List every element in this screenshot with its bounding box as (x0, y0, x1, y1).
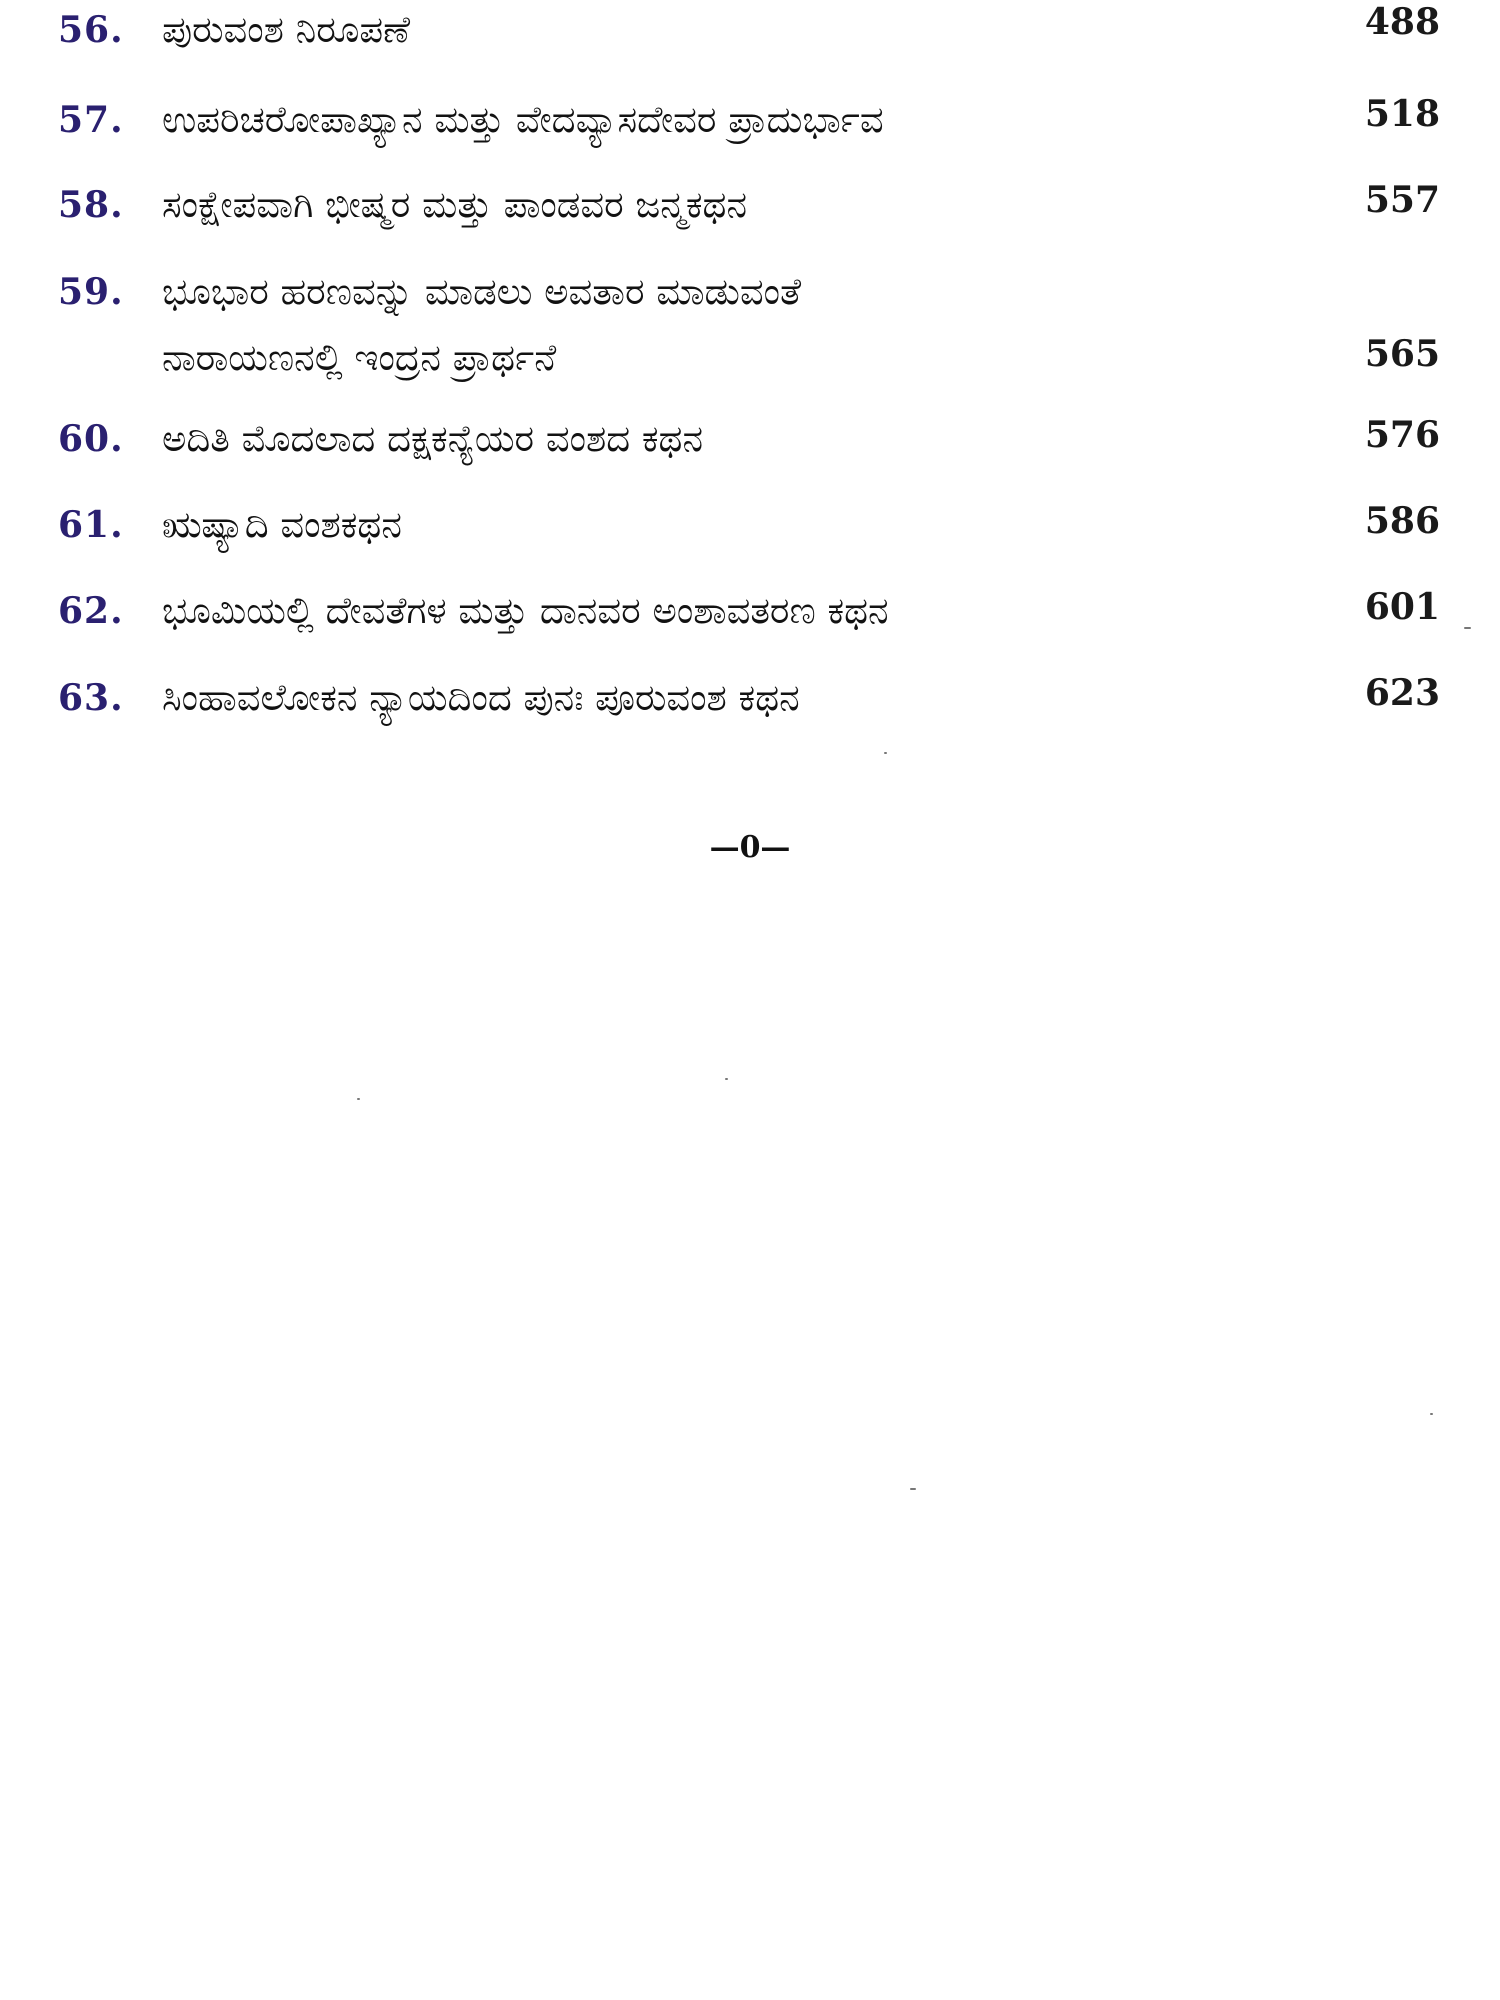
entry-number: 60. (58, 418, 124, 460)
entry-title: ಪುರುವಂಶ ನಿರೂಪಣೆ (162, 8, 411, 51)
scan-speck (910, 1488, 916, 1490)
entry-title: ಋಷ್ಯಾದಿ ವಂಶಕಥನ (162, 503, 402, 546)
entry-page-number: 576 (1364, 414, 1440, 456)
entry-title-line-1: ಭೂಭಾರ ಹರಣವನ್ನು ಮಾಡಲು ಅವತಾರ ಮಾಡುವಂತೆ (162, 270, 802, 313)
entry-number: 62. (58, 590, 124, 632)
entry-title: ಸಂಕ್ಷೇಪವಾಗಿ ಭೀಷ್ಮರ ಮತ್ತು ಪಾಂಡವರ ಜನ್ಮಕಥನ (162, 183, 748, 226)
entry-number: 57. (58, 99, 124, 141)
entry-number: 63. (58, 677, 124, 719)
end-mark: —0— (709, 830, 791, 865)
entry-title: ಅದಿತಿ ಮೊದಲಾದ ದಕ್ಷಕನ್ಯೆಯರ ವಂಶದ ಕಥನ (162, 417, 704, 460)
entry-page-number: 623 (1364, 672, 1440, 714)
scan-speck (725, 1078, 728, 1080)
entry-number: 61. (58, 504, 124, 546)
scan-speck (357, 1098, 360, 1100)
entry-page-number: 601 (1364, 586, 1440, 628)
entry-page-number: 518 (1364, 93, 1440, 135)
entry-page-number: 586 (1364, 500, 1440, 542)
scan-speck (1464, 627, 1471, 629)
entry-number: 59. (58, 271, 124, 313)
entry-title: ಉಪರಿಚರೋಪಾಖ್ಯಾನ ಮತ್ತು ವೇದವ್ಯಾಸದೇವರ ಪ್ರಾದುರ್ಭಾವ (162, 98, 884, 141)
entry-page-number: 488 (1364, 1, 1440, 43)
entry-page-number: 565 (1364, 333, 1440, 375)
entry-page-number: 557 (1364, 179, 1440, 221)
entry-number: 58. (58, 184, 124, 226)
entry-number: 56. (58, 9, 124, 51)
entry-title: ಭೂಮಿಯಲ್ಲಿ ದೇವತೆಗಳ ಮತ್ತು ದಾನವರ ಅಂಶಾವತರಣ ಕಥನ (162, 589, 889, 632)
scan-speck (1430, 1413, 1433, 1415)
scan-speck (884, 752, 887, 754)
entry-title-line-2: ನಾರಾಯಣನಲ್ಲಿ ಇಂದ್ರನ ಪ್ರಾರ್ಥನೆ (162, 336, 557, 379)
entry-title: ಸಿಂಹಾವಲೋಕನ ನ್ಯಾಯದಿಂದ ಪುನಃ ಪೂರುವಂಶ ಕಥನ (162, 676, 800, 719)
